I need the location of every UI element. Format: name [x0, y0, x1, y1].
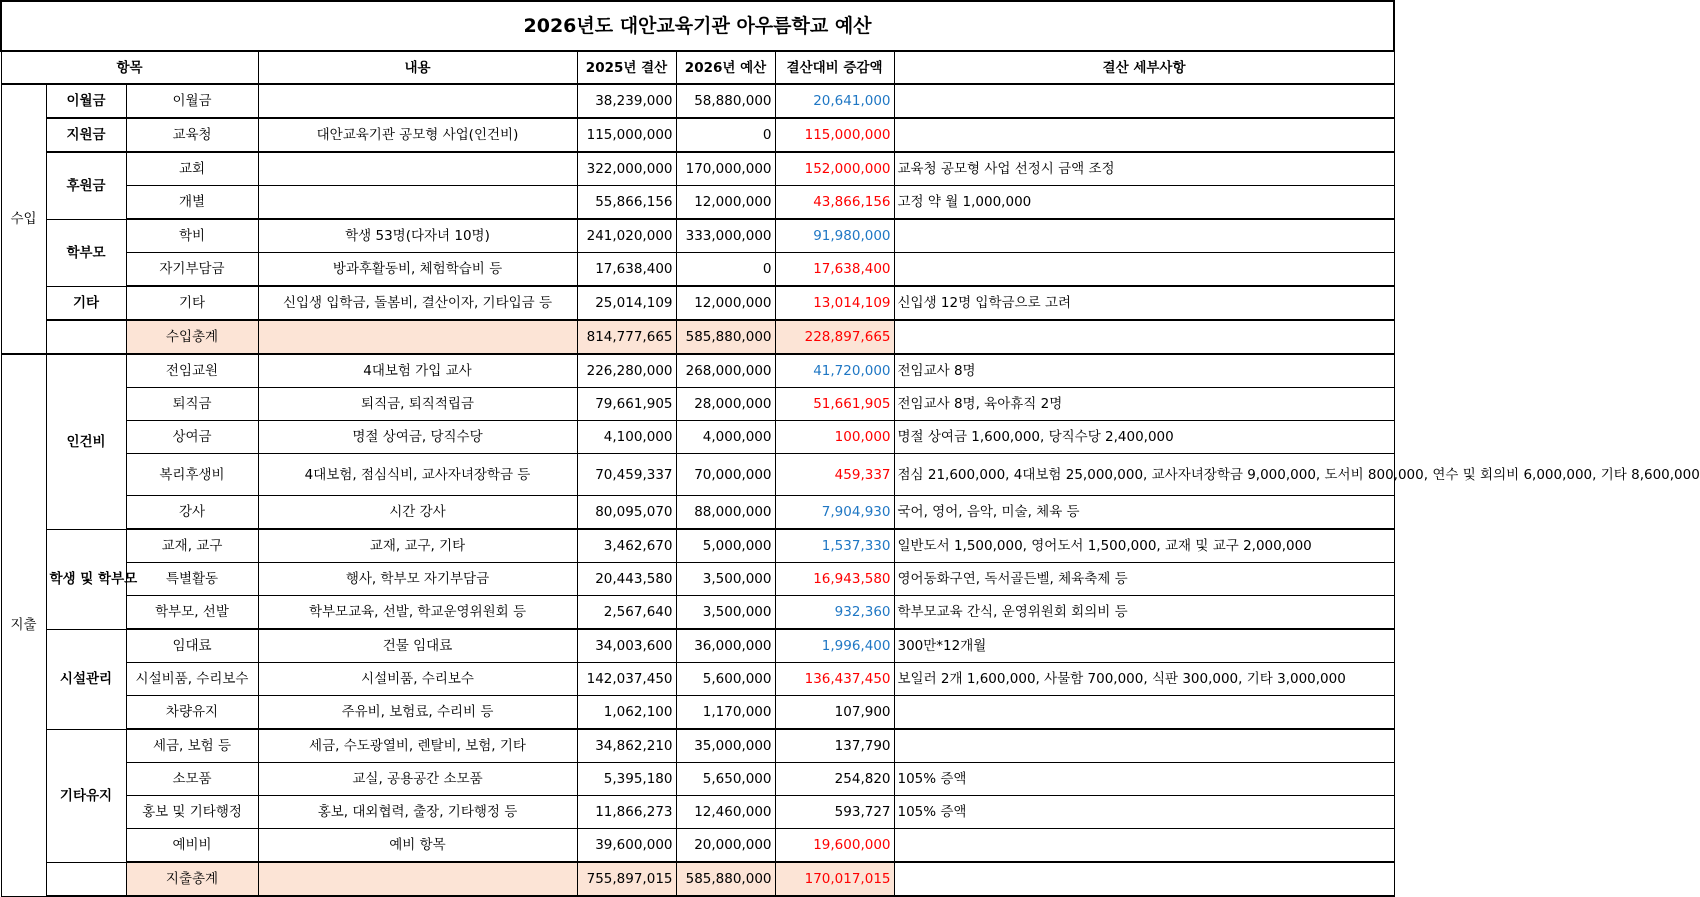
details-cell[interactable] — [894, 696, 1394, 730]
amount-2026-cell[interactable]: 3,500,000 — [676, 563, 775, 596]
amount-2026-cell[interactable]: 12,460,000 — [676, 796, 775, 829]
header-content[interactable]: 내용 — [258, 51, 577, 84]
table-row — [1, 496, 1394, 530]
sheet-title[interactable]: 2026년도 대안교육기관 아우름학교 예산 — [1, 1, 1394, 51]
diff-cell[interactable]: 593,727 — [775, 796, 894, 829]
header-2026[interactable]: 2026년 예산 — [676, 51, 775, 84]
details-cell[interactable] — [894, 84, 1394, 118]
details-cell[interactable]: 전임교사 8명 — [894, 354, 1394, 388]
item-cell[interactable]: 홍보 및 기타행정 — [126, 796, 258, 829]
diff-cell[interactable]: 137,790 — [775, 729, 894, 763]
table-row — [1, 219, 1394, 253]
item-cell[interactable]: 전임교원 — [126, 354, 258, 388]
amount-2025-cell[interactable]: 55,866,156 — [577, 186, 676, 220]
content-cell[interactable]: 행사, 학부모 자기부담금 — [258, 563, 577, 596]
table-row — [1, 829, 1394, 863]
table-row — [1, 563, 1394, 596]
amount-2025-cell[interactable]: 3,462,670 — [577, 529, 676, 563]
content-cell[interactable]: 퇴직금, 퇴직적립금 — [258, 388, 577, 421]
table-row — [1, 796, 1394, 829]
amount-2026-cell[interactable]: 333,000,000 — [676, 219, 775, 253]
content-cell[interactable]: 명절 상여금, 당직수당 — [258, 421, 577, 454]
content-cell[interactable]: 예비 항목 — [258, 829, 577, 863]
total-content-cell[interactable] — [258, 862, 577, 896]
amount-2025-cell[interactable]: 115,000,000 — [577, 118, 676, 152]
amount-2026-cell[interactable]: 0 — [676, 253, 775, 287]
total-details-cell[interactable] — [894, 862, 1394, 896]
header-item[interactable]: 항목 — [1, 51, 258, 84]
amount-2025-cell[interactable]: 79,661,905 — [577, 388, 676, 421]
total-2025-cell[interactable]: 755,897,015 — [577, 862, 676, 896]
details-cell[interactable] — [894, 118, 1394, 152]
amount-2026-cell[interactable]: 35,000,000 — [676, 729, 775, 763]
details-cell[interactable]: 국어, 영어, 음악, 미술, 체육 등 — [894, 496, 1394, 530]
amount-2025-cell[interactable]: 226,280,000 — [577, 354, 676, 388]
content-cell[interactable] — [258, 186, 577, 220]
details-cell[interactable]: 105% 증액 — [894, 796, 1394, 829]
amount-2026-cell[interactable]: 0 — [676, 118, 775, 152]
content-cell[interactable]: 4대보험, 점심식비, 교사자녀장학금 등 — [258, 454, 577, 496]
content-cell[interactable]: 신입생 입학금, 돌봄비, 결산이자, 기타입금 등 — [258, 286, 577, 320]
details-cell[interactable]: 교육청 공모형 사업 선정시 금액 조정 — [894, 152, 1394, 186]
item-cell[interactable]: 기타 — [126, 286, 258, 320]
item-cell[interactable]: 교육청 — [126, 118, 258, 152]
group-label[interactable]: 학생 및 학부모 — [46, 529, 126, 629]
group-label[interactable]: 기타유지 — [46, 729, 126, 862]
header-details[interactable]: 결산 세부사항 — [894, 51, 1394, 84]
amount-2025-cell[interactable]: 17,638,400 — [577, 253, 676, 287]
amount-2026-cell[interactable]: 5,000,000 — [676, 529, 775, 563]
total-2026-cell[interactable]: 585,880,000 — [676, 320, 775, 354]
diff-cell[interactable]: 20,641,000 — [775, 84, 894, 118]
amount-2026-cell[interactable]: 268,000,000 — [676, 354, 775, 388]
item-cell[interactable]: 임대료 — [126, 629, 258, 663]
item-cell[interactable]: 세금, 보험 등 — [126, 729, 258, 763]
total-content-cell[interactable] — [258, 320, 577, 354]
details-cell[interactable] — [894, 219, 1394, 253]
item-cell[interactable]: 개별 — [126, 186, 258, 220]
table-row — [1, 629, 1394, 663]
diff-cell[interactable]: 107,900 — [775, 696, 894, 730]
item-cell[interactable]: 학부모, 선발 — [126, 596, 258, 630]
diff-cell[interactable]: 7,904,930 — [775, 496, 894, 530]
total-diff-cell[interactable]: 170,017,015 — [775, 862, 894, 896]
table-row — [1, 84, 1394, 118]
diff-cell[interactable]: 136,437,450 — [775, 663, 894, 696]
table-row — [1, 729, 1394, 763]
content-cell[interactable]: 주유비, 보험료, 수리비 등 — [258, 696, 577, 730]
total-2026-cell[interactable]: 585,880,000 — [676, 862, 775, 896]
amount-2025-cell[interactable]: 11,866,273 — [577, 796, 676, 829]
table-row — [1, 529, 1394, 563]
total-blank-cell[interactable] — [46, 320, 126, 354]
details-cell[interactable]: 전임교사 8명, 육아휴직 2명 — [894, 388, 1394, 421]
title-row — [1, 1, 1394, 51]
details-cell[interactable]: 점심 21,600,000, 4대보험 25,000,000, 교사자녀장학금 9,000,000, 도서비 800,000, 연수 및 회의비 6,000,000, 기타 8,600,000 — [894, 454, 1394, 496]
table-row — [1, 354, 1394, 388]
details-cell[interactable] — [894, 253, 1394, 287]
table-row — [1, 663, 1394, 696]
income-total-row — [1, 320, 1394, 354]
group-label[interactable]: 시설관리 — [46, 629, 126, 729]
amount-2025-cell[interactable]: 1,062,100 — [577, 696, 676, 730]
amount-2026-cell[interactable]: 70,000,000 — [676, 454, 775, 496]
group-label[interactable]: 기타 — [46, 286, 126, 320]
table-row — [1, 696, 1394, 730]
diff-cell[interactable]: 152,000,000 — [775, 152, 894, 186]
amount-2025-cell[interactable]: 38,239,000 — [577, 84, 676, 118]
diff-cell[interactable]: 1,537,330 — [775, 529, 894, 563]
diff-cell[interactable]: 13,014,109 — [775, 286, 894, 320]
content-cell[interactable]: 홍보, 대외협력, 출장, 기타행정 등 — [258, 796, 577, 829]
amount-2025-cell[interactable]: 5,395,180 — [577, 763, 676, 796]
diff-cell[interactable]: 91,980,000 — [775, 219, 894, 253]
table-row — [1, 763, 1394, 796]
group-label[interactable]: 인건비 — [46, 354, 126, 529]
details-cell[interactable]: 명절 상여금 1,600,000, 당직수당 2,400,000 — [894, 421, 1394, 454]
amount-2026-cell[interactable]: 170,000,000 — [676, 152, 775, 186]
amount-2025-cell[interactable]: 4,100,000 — [577, 421, 676, 454]
amount-2026-cell[interactable]: 4,000,000 — [676, 421, 775, 454]
details-cell[interactable]: 고정 약 월 1,000,000 — [894, 186, 1394, 220]
diff-cell[interactable]: 254,820 — [775, 763, 894, 796]
group-label[interactable]: 이월금 — [46, 84, 126, 118]
header-2025[interactable]: 2025년 결산 — [577, 51, 676, 84]
amount-2026-cell[interactable]: 5,600,000 — [676, 663, 775, 696]
content-cell[interactable]: 교실, 공용공간 소모품 — [258, 763, 577, 796]
content-cell[interactable]: 학부모교육, 선발, 학교운영위원회 등 — [258, 596, 577, 630]
table-row — [1, 388, 1394, 421]
details-cell[interactable]: 105% 증액 — [894, 763, 1394, 796]
diff-cell[interactable]: 1,996,400 — [775, 629, 894, 663]
item-cell[interactable]: 특별활동 — [126, 563, 258, 596]
diff-cell[interactable]: 19,600,000 — [775, 829, 894, 863]
item-cell[interactable]: 교회 — [126, 152, 258, 186]
expense-section-label[interactable]: 지출 — [1, 354, 46, 896]
header-row — [1, 51, 1394, 84]
amount-2025-cell[interactable]: 70,459,337 — [577, 454, 676, 496]
income-section-label[interactable]: 수입 — [1, 84, 46, 354]
content-cell[interactable]: 방과후활동비, 체험학습비 등 — [258, 253, 577, 287]
total-label[interactable]: 수입총계 — [126, 320, 258, 354]
table-row — [1, 286, 1394, 320]
total-2025-cell[interactable]: 814,777,665 — [577, 320, 676, 354]
amount-2026-cell[interactable]: 20,000,000 — [676, 829, 775, 863]
item-cell[interactable]: 학비 — [126, 219, 258, 253]
total-blank-cell[interactable] — [46, 862, 126, 896]
table-row — [1, 454, 1394, 496]
table-row — [1, 186, 1394, 220]
amount-2025-cell[interactable]: 2,567,640 — [577, 596, 676, 630]
diff-cell[interactable]: 51,661,905 — [775, 388, 894, 421]
diff-cell[interactable]: 16,943,580 — [775, 563, 894, 596]
amount-2025-cell[interactable]: 39,600,000 — [577, 829, 676, 863]
total-label[interactable]: 지출총계 — [126, 862, 258, 896]
content-cell[interactable]: 세금, 수도광열비, 렌탈비, 보험, 기타 — [258, 729, 577, 763]
amount-2026-cell[interactable]: 58,880,000 — [676, 84, 775, 118]
content-cell[interactable] — [258, 84, 577, 118]
item-cell[interactable]: 교재, 교구 — [126, 529, 258, 563]
item-cell[interactable]: 복리후생비 — [126, 454, 258, 496]
content-cell[interactable] — [258, 152, 577, 186]
diff-cell[interactable]: 932,360 — [775, 596, 894, 630]
details-cell[interactable]: 보일러 2개 1,600,000, 사물함 700,000, 식판 300,000, 기타 3,000,000 — [894, 663, 1394, 696]
total-diff-cell[interactable]: 228,897,665 — [775, 320, 894, 354]
amount-2025-cell[interactable]: 25,014,109 — [577, 286, 676, 320]
amount-2026-cell[interactable]: 36,000,000 — [676, 629, 775, 663]
table-row — [1, 118, 1394, 152]
content-cell[interactable]: 건물 임대료 — [258, 629, 577, 663]
amount-2025-cell[interactable]: 34,862,210 — [577, 729, 676, 763]
header-diff[interactable]: 결산대비 증감액 — [775, 51, 894, 84]
item-cell[interactable]: 예비비 — [126, 829, 258, 863]
item-cell[interactable]: 이월금 — [126, 84, 258, 118]
amount-2025-cell[interactable]: 34,003,600 — [577, 629, 676, 663]
content-cell[interactable]: 4대보험 가입 교사 — [258, 354, 577, 388]
diff-cell[interactable]: 115,000,000 — [775, 118, 894, 152]
item-cell[interactable]: 퇴직금 — [126, 388, 258, 421]
details-cell[interactable]: 학부모교육 간식, 운영위원회 회의비 등 — [894, 596, 1394, 630]
amount-2025-cell[interactable]: 80,095,070 — [577, 496, 676, 530]
amount-2026-cell[interactable]: 28,000,000 — [676, 388, 775, 421]
amount-2026-cell[interactable]: 1,170,000 — [676, 696, 775, 730]
content-cell[interactable]: 시설비품, 수리보수 — [258, 663, 577, 696]
item-cell[interactable]: 시설비품, 수리보수 — [126, 663, 258, 696]
details-cell[interactable]: 신입생 12명 입학금으로 고려 — [894, 286, 1394, 320]
diff-cell[interactable]: 17,638,400 — [775, 253, 894, 287]
details-cell[interactable]: 영어동화구연, 독서골든벨, 체육축제 등 — [894, 563, 1394, 596]
item-cell[interactable]: 차량유지 — [126, 696, 258, 730]
amount-2026-cell[interactable]: 88,000,000 — [676, 496, 775, 530]
diff-cell[interactable]: 41,720,000 — [775, 354, 894, 388]
table-row — [1, 596, 1394, 630]
details-cell[interactable]: 300만*12개월 — [894, 629, 1394, 663]
amount-2025-cell[interactable]: 142,037,450 — [577, 663, 676, 696]
diff-cell[interactable]: 100,000 — [775, 421, 894, 454]
amount-2026-cell[interactable]: 3,500,000 — [676, 596, 775, 630]
item-cell[interactable]: 소모품 — [126, 763, 258, 796]
amount-2026-cell[interactable]: 12,000,000 — [676, 186, 775, 220]
content-cell[interactable]: 교재, 교구, 기타 — [258, 529, 577, 563]
content-cell[interactable]: 시간 강사 — [258, 496, 577, 530]
group-label[interactable]: 학부모 — [46, 219, 126, 286]
item-cell[interactable]: 강사 — [126, 496, 258, 530]
group-label[interactable]: 지원금 — [46, 118, 126, 152]
table-row — [1, 152, 1394, 186]
diff-cell[interactable]: 43,866,156 — [775, 186, 894, 220]
content-cell[interactable]: 대안교육기관 공모형 사업(인건비) — [258, 118, 577, 152]
details-cell[interactable] — [894, 729, 1394, 763]
amount-2026-cell[interactable]: 12,000,000 — [676, 286, 775, 320]
table-row — [1, 253, 1394, 287]
details-cell[interactable]: 일반도서 1,500,000, 영어도서 1,500,000, 교재 및 교구 2,000,000 — [894, 529, 1394, 563]
amount-2025-cell[interactable]: 20,443,580 — [577, 563, 676, 596]
item-cell[interactable]: 자기부담금 — [126, 253, 258, 287]
amount-2025-cell[interactable]: 322,000,000 — [577, 152, 676, 186]
content-cell[interactable]: 학생 53명(다자녀 10명) — [258, 219, 577, 253]
item-cell[interactable]: 상여금 — [126, 421, 258, 454]
group-label[interactable]: 후원금 — [46, 152, 126, 219]
table-row — [1, 421, 1394, 454]
details-cell[interactable] — [894, 829, 1394, 863]
amount-2025-cell[interactable]: 241,020,000 — [577, 219, 676, 253]
expense-total-row — [1, 862, 1394, 896]
amount-2026-cell[interactable]: 5,650,000 — [676, 763, 775, 796]
total-details-cell[interactable] — [894, 320, 1394, 354]
diff-cell[interactable]: 459,337 — [775, 454, 894, 496]
